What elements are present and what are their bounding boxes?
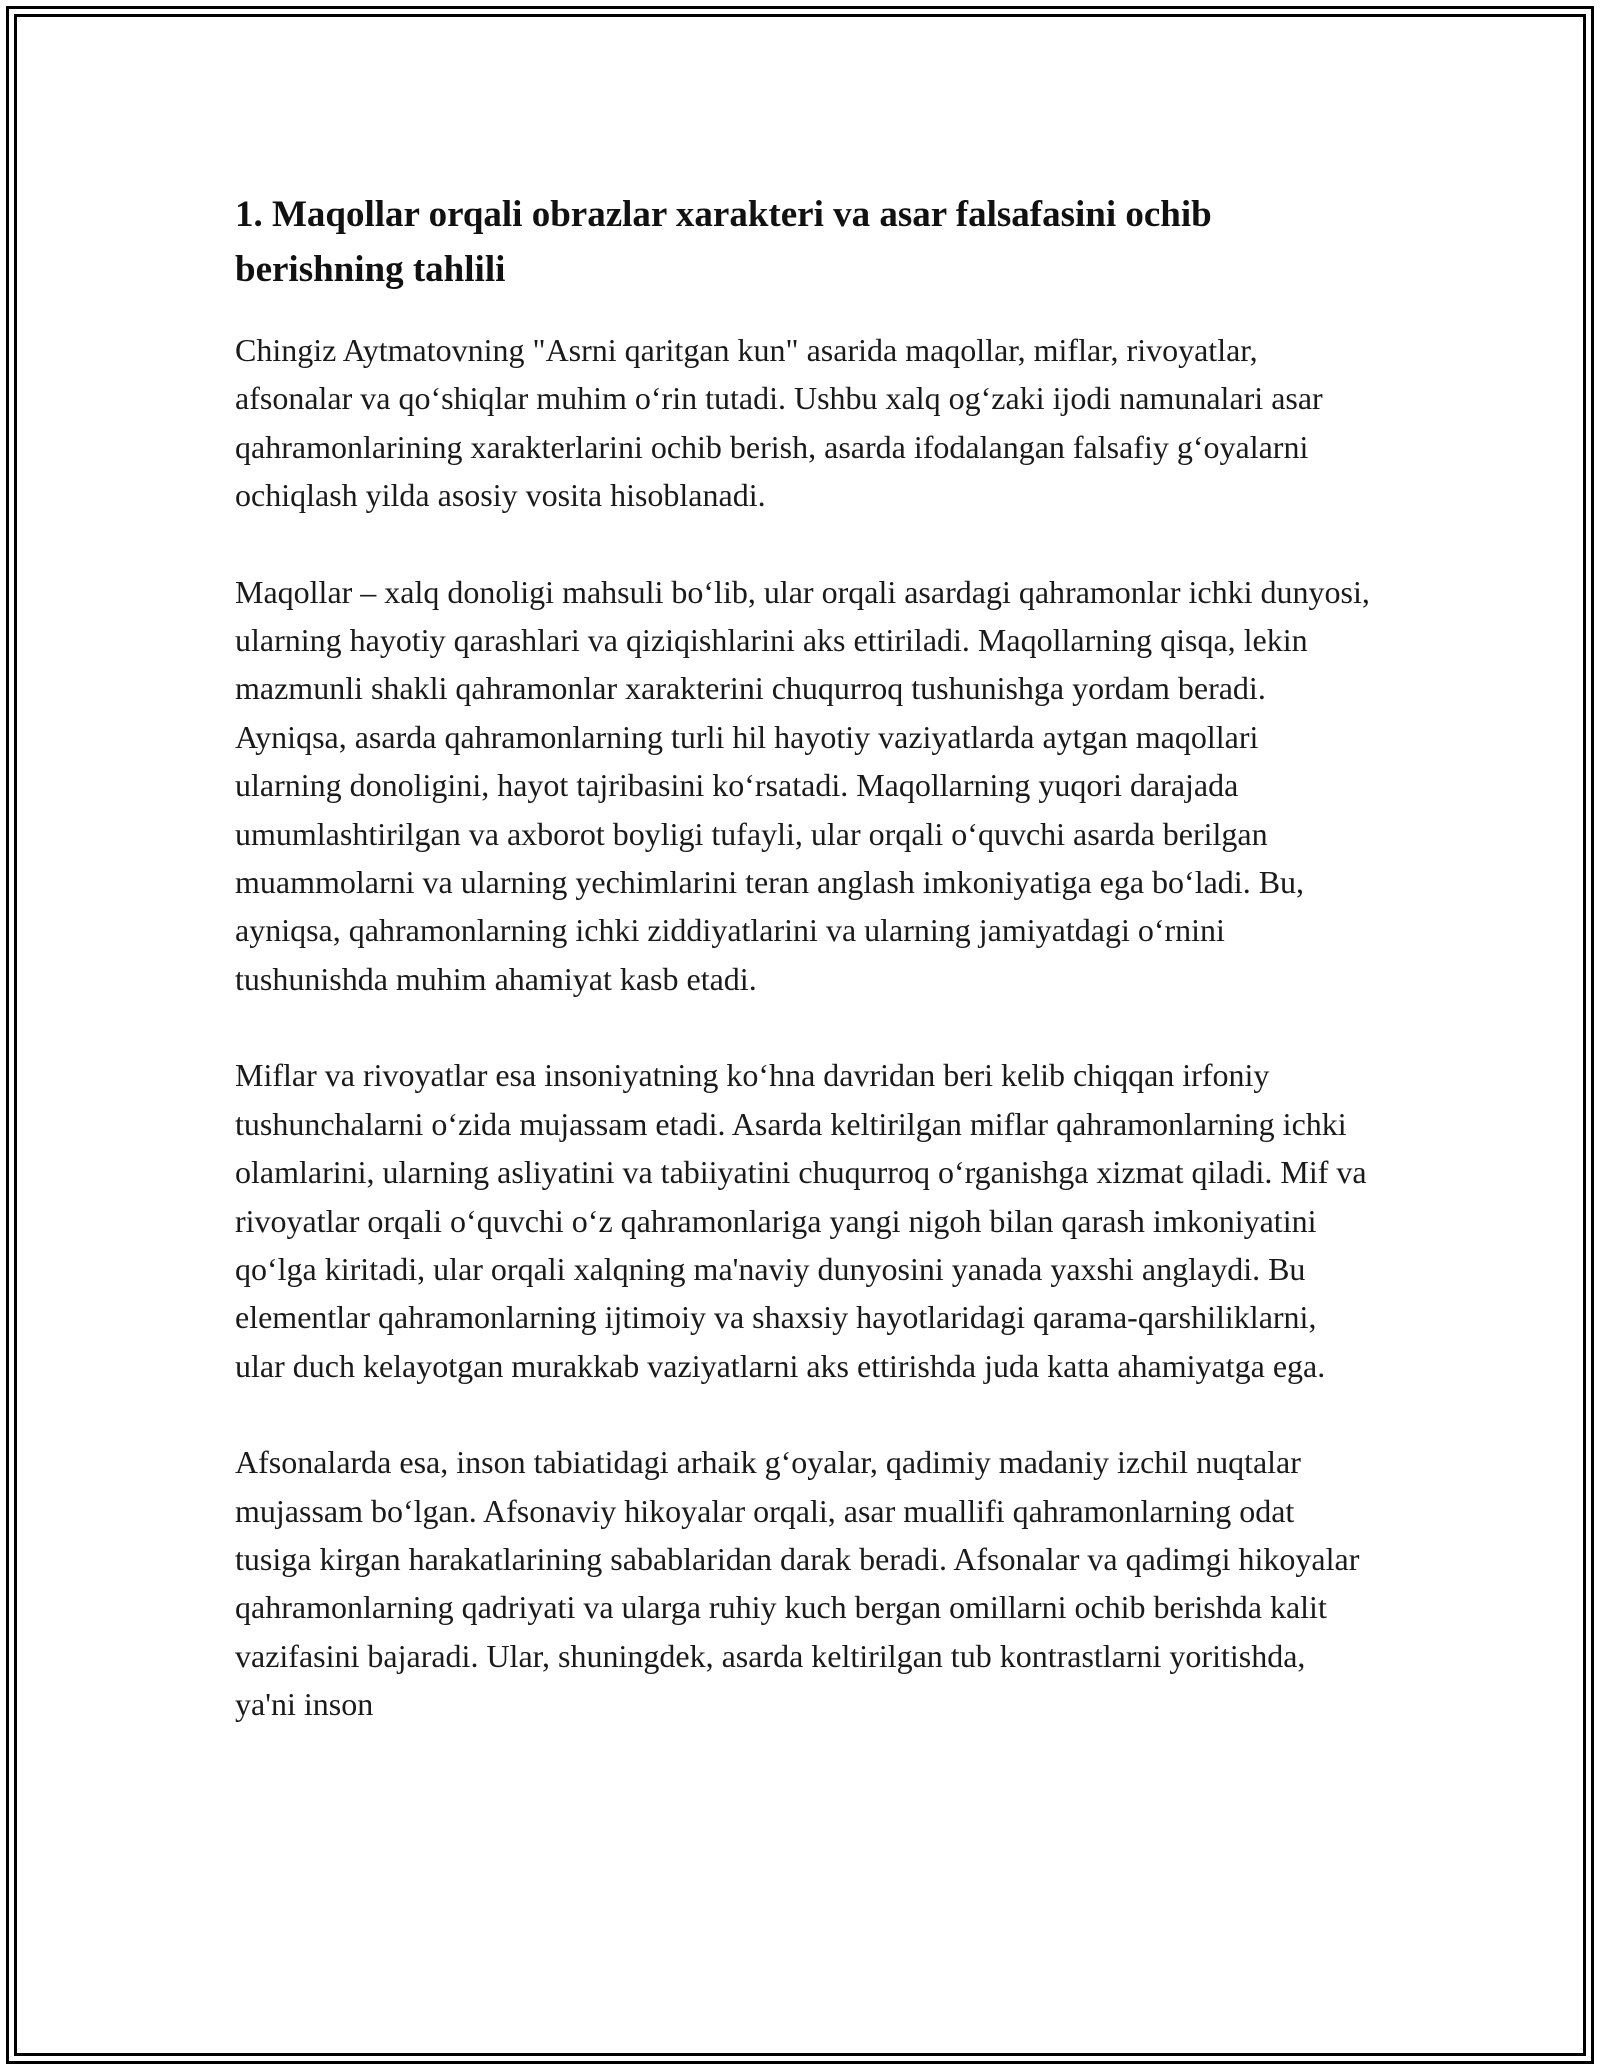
section-heading: 1. Maqollar orqali obrazlar xarakteri va asar falsafasini ochib berishning tahlili	[235, 194, 1212, 290]
paragraph-miflar: Miflar va rivoyatlar esa insoniyatning ko‘hna davridan beri kelib chiqqan irfoniy tushunchalarni o‘zida mujassam etadi. Asarda keltirilgan miflar qahramonlarning ichki olamlarini, ularning asliyatini va tabiiyatini chuqurroq o‘rganishga xizmat qiladi. Mif va rivoyatlar orqali o‘quvchi o‘z qahramonlariga yangi nigoh bilan qarash imkoniyatini qo‘lga kiritadi, ular orqali xalqning ma'naviy dunyosini yanada yaxshi anglaydi. Bu elementlar qahramonlarning ijtimoiy va shaxsiy hayotlaridagi qarama-qarshiliklarni, ular duch kelayotgan murakkab vaziyatlarni aks ettirishda juda katta ahamiyatga ega.	[235, 1057, 1367, 1384]
document-page	[235, 187, 1370, 1777]
paragraph-afsonalar: Afsonalarda esa, inson tabiatidagi arhaik g‘oyalar, qadimiy madaniy izchil nuqtalar mujassam bo‘lgan. Afsonaviy hikoyalar orqali, asar muallifi qahramonlarning odat tusiga kirgan harakatlarining sabablaridan darak beradi. Afsonalar va qadimgi hikoyalar qahramonlarning qadriyati va ularga ruhiy kuch bergan omillarni ochib berishda kalit vazifasini bajaradi. Ular, shuningdek, asarda keltirilgan tub kontrastlarni yoritishda, ya'ni inson	[235, 1444, 1360, 1723]
paragraph-maqollar: Maqollar – xalq donoligi mahsuli bo‘lib, ular orqali asardagi qahramonlar ichki dunyosi, ularning hayotiy qarashlari va qiziqishlarini aks ettiriladi. Maqollarning qisqa, lekin mazmunli shakli qahramonlar xarakterini chuqurroq tushunishga yordam beradi. Ayniqsa, asarda qahramonlarning turli hil hayotiy vaziyatlarda aytgan maqollari ularning donoligini, hayot tajribasini ko‘rsatadi. Maqollarning yuqori darajada umumlashtirilgan va axborot boyligi tufayli, ular orqali o‘quvchi asarda berilgan muammolarni va ularning yechimlarini teran anglash imkoniyatiga ega bo‘ladi. Bu, ayniqsa, qahramonlarning ichki ziddiyatlarini va ularning jamiyatdagi o‘rnini tushunishda muhim ahamiyat kasb etadi.	[235, 573, 1370, 997]
paragraph-intro: Chingiz Aytmatovning "Asrni qaritgan kun" asarida maqollar, miflar, rivoyatlar, afsonalar va qo‘shiqlar muhim o‘rin tutadi. Ushbu xalq og‘zaki ijodi namunalari asar qahramonlarining xarakterlarini ochib berish, asarda ifodalangan falsafiy g‘oyalarni ochiqlash yilda asosiy vosita hisoblanadi.	[235, 332, 1323, 514]
